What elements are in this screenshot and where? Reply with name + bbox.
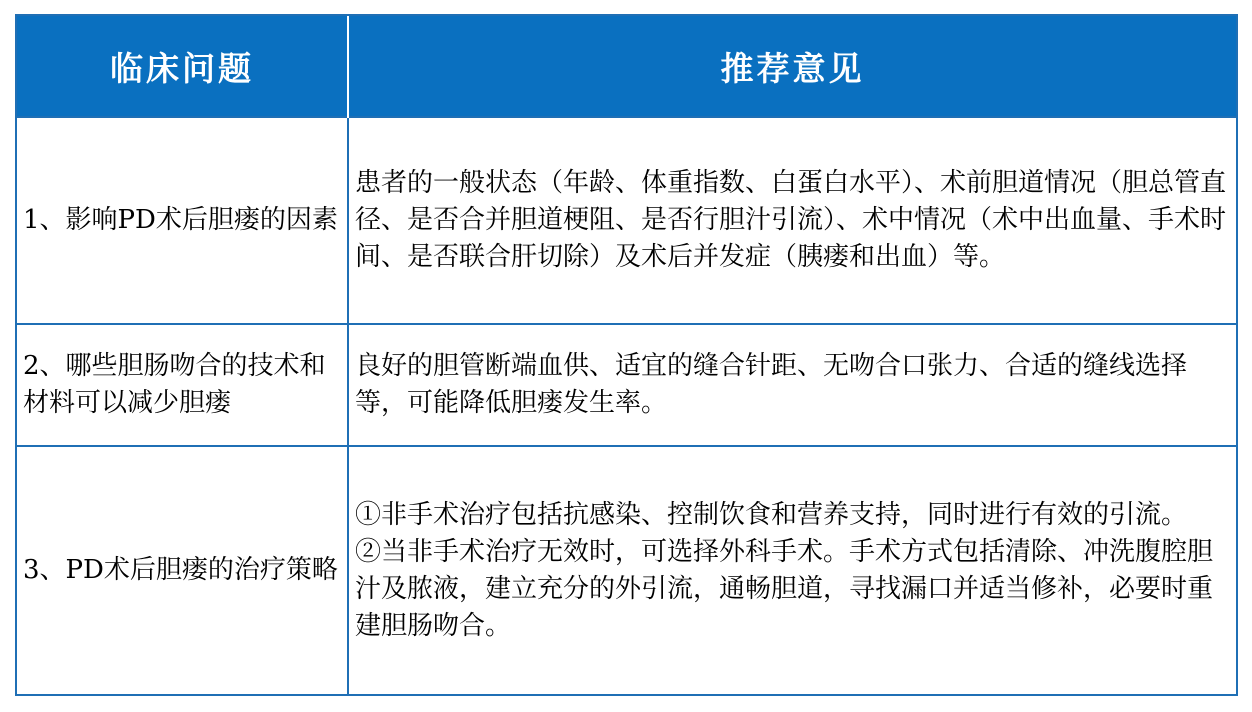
answer-cell	[348, 446, 1236, 694]
question-cell: 3、PD术后胆瘘的治疗策略	[17, 446, 348, 694]
table-row	[17, 117, 1236, 324]
answer-text: 良好的胆管断端血供、适宜的缝合针距、无吻合口张力、合适的缝线选择等，可能降低胆瘘发生率。	[355, 351, 1188, 418]
table-row	[17, 324, 1236, 446]
recommendation-table-frame	[15, 14, 1238, 696]
table-row	[17, 446, 1236, 694]
question-cell: 2、哪些胆肠吻合的技术和材料可以减少胆瘘	[17, 324, 348, 446]
answer-cell	[348, 324, 1236, 446]
question-cell: 1、影响PD术后胆瘘的因素	[17, 117, 348, 324]
answer-text-nonsurgical: ①非手术治疗包括抗感染、控制饮食和营养支持，同时进行有效的引流。	[355, 499, 1188, 530]
header-recommendation: 推荐意见	[348, 16, 1236, 117]
answer-text-surgical: ②当非手术治疗无效时，可选择外科手术。手术方式包括清除、冲洗腹腔胆汁及脓液，建立充分的外引流，通畅胆道，寻找漏口并适当修补，必要时重建胆肠吻合。	[355, 536, 1214, 641]
table-header-row	[17, 16, 1236, 117]
recommendation-table	[17, 16, 1236, 694]
header-clinical-question: 临床问题	[17, 16, 348, 117]
answer-text: 患者的一般状态（年龄、体重指数、白蛋白水平）、术前胆道情况（胆总管直径、是否合并胆道梗阻、是否行胆汁引流）、术中情况（术中出血量、手术时间、是否联合肝切除）及术后并发症（胰瘘和出血）等。	[355, 168, 1227, 272]
answer-cell	[348, 117, 1236, 324]
